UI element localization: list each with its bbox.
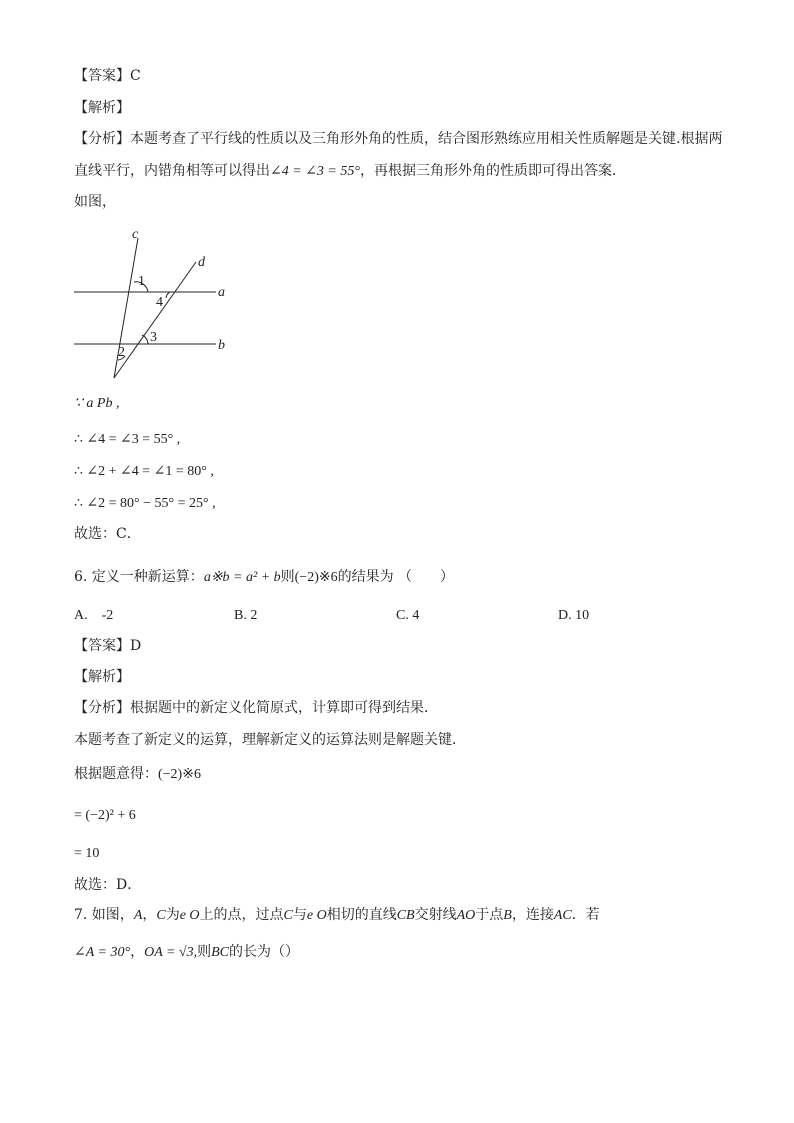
q6-option-c: C. 4 (396, 608, 420, 623)
q6-work (74, 764, 201, 785)
q6-stem-text-a: 6. 定义一种新运算： (74, 569, 204, 585)
q6-stem-text-b: 则 (280, 569, 295, 585)
parallel-lines-figure (70, 224, 240, 384)
q7-circle-o: e O (306, 908, 327, 923)
q7-text: 的长为（） (229, 944, 300, 960)
q6-work-label: 根据题意得： (74, 766, 158, 782)
label-angle-1: 1 (138, 274, 145, 289)
q5-analysis-line2 (74, 161, 626, 182)
q7-point-a: A (133, 908, 143, 923)
q7-stem-line1 (74, 905, 600, 926)
q7-oa-length: OA = √3, (144, 945, 198, 960)
q7-text: 交射线 (414, 907, 457, 923)
q5-step4: ∴ ∠2 = 80° − 55° = 25° , (74, 496, 216, 511)
q6-work-expression: (−2)※6 (158, 767, 201, 782)
q5-angle-equation: ∠4 = ∠3 = 55° (270, 164, 360, 179)
angle-4-arc (166, 292, 170, 298)
q5-analysis-label: 【解析】 (74, 100, 130, 116)
q7-circle-o: e O (179, 908, 200, 923)
q6-analysis-2: 本题考查了新定义的运算，理解新定义的运算法则是解题关键． (74, 732, 466, 748)
q7-point-c: C (283, 908, 293, 923)
q7-text: 为 (165, 907, 180, 923)
q7-stem-line2 (74, 942, 299, 963)
q7-line-cb: CB (396, 908, 415, 923)
label-b: b (218, 338, 225, 353)
q5-analysis-text-a: 直线平行，内错角相等可以得出 (74, 163, 270, 179)
q5-step1: ∵ a Pb , (74, 396, 120, 411)
q6-stem (74, 567, 454, 588)
q6-choose: 故选：D． (74, 877, 142, 893)
q7-text: 上的点，过点 (199, 907, 284, 923)
q7-segment-ac: AC (553, 908, 572, 923)
q7-angle-a: ∠A = 30° (74, 945, 131, 960)
q6-calc-2: = 10 (74, 846, 100, 861)
q5-answer: 【答案】C (74, 68, 141, 84)
q6-analysis-label: 【解析】 (74, 669, 130, 685)
q6-answer: 【答案】D (74, 638, 142, 654)
q6-calc-1: = (−2)² + 6 (74, 808, 136, 823)
q7-text: ．若 (571, 907, 600, 923)
label-a: a (218, 285, 225, 300)
q5-choose: 故选：C． (74, 526, 141, 542)
q5-analysis-text-b: ，再根据三角形外角的性质即可得出答案． (359, 163, 626, 179)
q6-analysis-1: 【分析】根据题中的新定义化简原式，计算即可得到结果． (74, 700, 438, 716)
q7-segment-bc: BC (211, 945, 230, 960)
q7-text: 7. 如图， (74, 907, 134, 923)
label-d: d (198, 255, 205, 270)
label-c: c (132, 227, 139, 242)
q7-text: 相切的直线 (326, 907, 397, 923)
q7-text: ， (142, 907, 157, 923)
q5-as-figure: 如图， (74, 194, 116, 210)
q6-definition: a※b = a² + b (203, 570, 281, 585)
q6-option-b: B. 2 (234, 608, 258, 623)
q7-ray-ao: AO (456, 908, 476, 923)
q7-point-b: B (503, 908, 512, 923)
q6-option-d: D. 10 (558, 608, 590, 623)
q7-text: ， (130, 944, 145, 960)
q5-analysis-line1: 【分析】本题考查了平行线的性质以及三角形外角的性质，结合图形熟练应用相关性质解题是关键.根据两 (74, 131, 723, 147)
q7-text: 则 (197, 944, 212, 960)
q6-stem-text-c: 的结果为 （ ） (337, 569, 455, 585)
q5-step3: ∴ ∠2 + ∠4 = ∠1 = 80° , (74, 464, 214, 479)
q7-point-c: C (156, 908, 166, 923)
label-angle-3: 3 (150, 330, 157, 345)
q7-text: ，连接 (511, 907, 554, 923)
line-d (114, 262, 196, 378)
q6-expression: (−2)※6 (294, 570, 338, 585)
q5-step2: ∴ ∠4 = ∠3 = 55° , (74, 432, 181, 447)
label-angle-4: 4 (156, 295, 163, 310)
q7-text: 于点 (475, 907, 504, 923)
q7-text: 与 (292, 907, 307, 923)
q6-option-a: A. -2 (74, 608, 114, 623)
label-angle-2: 2 (118, 345, 125, 360)
